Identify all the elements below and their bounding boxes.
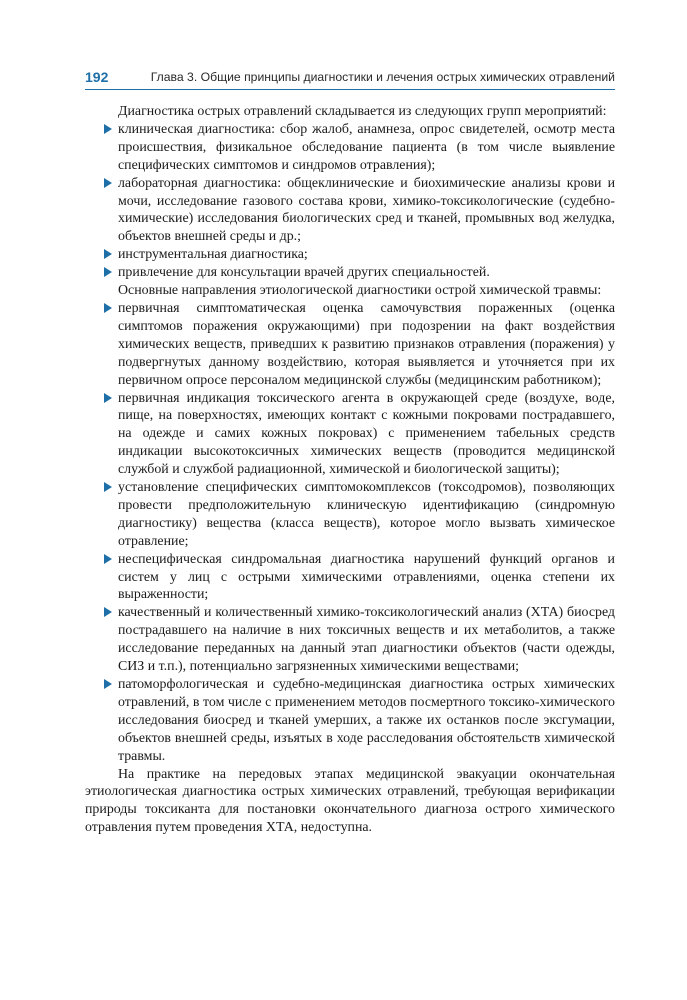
list-item — [85, 300, 615, 390]
etiological-directions-list — [85, 300, 615, 766]
list-item — [85, 604, 615, 676]
list-item-text: клиническая диагностика: сбор жалоб, анамнеза, опрос свидетелей, осмотр места происшествия, физикальное обследование пациента (в том числе выявление специфических симптомов и синдромов отравления); — [118, 121, 615, 173]
intro-paragraph: Диагностика острых отравлений складывается из следующих групп мероприятий: — [118, 104, 607, 119]
list-item-text: качественный и количественный химико-токсикологический анализ (ХТА) биосред пострадавшего на наличие в них токсичных веществ и их метаболитов, а также исследование переданных на данный этап диагностики объектов (части одежды, СИЗ и т.п.), потенциально загрязненных химическими веществами; — [118, 605, 615, 675]
list-item — [85, 479, 615, 551]
triangle-right-icon — [104, 679, 112, 689]
list-item — [85, 264, 615, 282]
list-item-text: первичная индикация токсического агента в окружающей среде (воздухе, воде, пище, на поверхностях, имеющих контакт с кожными покровами пострадавшего, на одежде и самих кожных покровах) с применением табельных средств индикации высокотоксичных химических веществ (проводится медицинской службой и службой радиационной, химической и биологической защиты); — [118, 390, 615, 478]
header-rule — [85, 89, 615, 90]
triangle-right-icon — [104, 393, 112, 403]
conclusion-paragraph: На практике на передовых этапах медицинской эвакуации окончательная этиологическая диагностика острых химических отравлений, требующая верификации природы токсиканта для постановки окончательного диагноза острого химического отравления путем проведения ХТА, недоступна. — [85, 766, 615, 836]
list-item — [85, 246, 615, 264]
list-item-text: инструментальная диагностика; — [118, 247, 308, 263]
list-item-text: первичная симптоматическая оценка самочувствия пораженных (оценка симптомов поражения окружающими) при подозрении на факт воздействия химических веществ, приведших к развитию признаков отравления (поражения) у подвергнутых данному воздействию, которая выявляется и уточняется при их первичном опросе персоналом медицинской службы (медицинским работником); — [118, 300, 615, 388]
directions-intro-paragraph: Основные направления этиологической диагностики острой химической травмы: — [118, 283, 602, 299]
list-item — [85, 175, 615, 247]
list-item — [85, 121, 615, 175]
chapter-running-title: Глава 3. Общие принципы диагностики и лечения острых химических отравлений — [150, 70, 615, 84]
list-item-text: установление специфических симптомокомплексов (токсодромов), позволяющих провести предположительную клиническую идентификацию (синдромную диагностику) вещества (класса веществ), которое могло вызвать химическое отравление; — [118, 480, 615, 549]
diagnostic-groups-list — [85, 121, 615, 282]
triangle-right-icon — [104, 178, 112, 188]
triangle-right-icon — [104, 124, 112, 134]
list-item — [85, 676, 615, 766]
running-header — [85, 68, 615, 86]
triangle-right-icon — [104, 607, 112, 617]
triangle-right-icon — [104, 249, 112, 259]
list-item — [85, 551, 615, 605]
body-text — [85, 103, 615, 837]
triangle-right-icon — [104, 554, 112, 564]
triangle-right-icon — [104, 303, 112, 313]
list-item-text: неспецифическая синдромальная диагностика нарушений функций органов и систем у лиц с острыми химическими отравлениями, оценка степени их выраженности; — [118, 551, 615, 603]
triangle-right-icon — [104, 482, 112, 492]
list-item-text: лабораторная диагностика: общеклинические и биохимические анализы крови и мочи, исследование газового состава крови, химико-токсикологические (судебно-химические) исследования биологических сред и тканей, промывных вод желудка, объектов внешней среды и др.; — [118, 175, 615, 245]
list-item — [85, 390, 615, 480]
page-number: 192 — [85, 69, 109, 85]
list-item-text: патоморфологическая и судебно-медицинская диагностика острых химических отравлений, в том числе с применением методов посмертного токсико-химического исследования биосред и тканей умерших, а также их останков после эксгумации, объектов внешней среды, изъятых в ходе расследования обстоятельств химической травмы. — [118, 677, 615, 764]
triangle-right-icon — [104, 267, 112, 277]
list-item-text: привлечение для консультации врачей других специальностей. — [118, 265, 490, 281]
